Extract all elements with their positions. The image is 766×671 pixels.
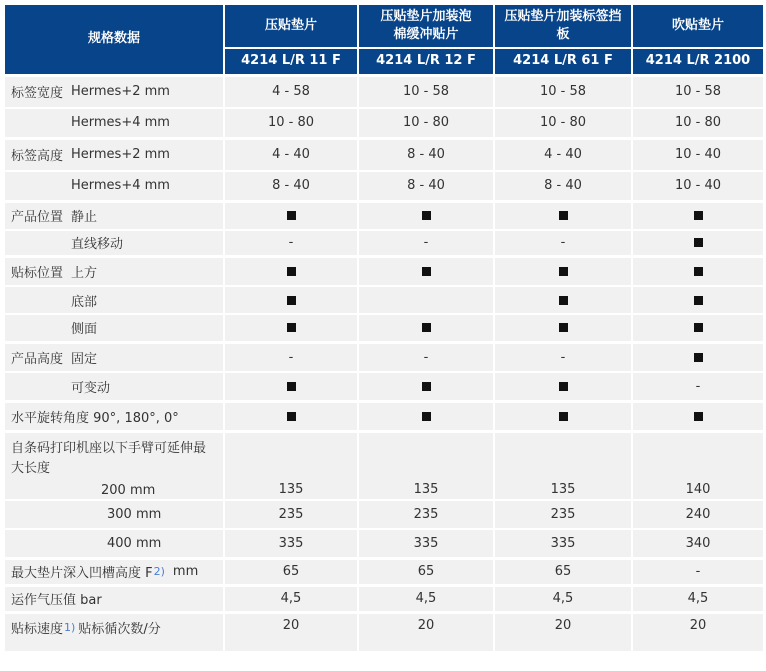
filled-square-icon xyxy=(694,211,703,220)
column-model-4: 4214 L/R 2100 xyxy=(632,48,764,75)
filled-square-icon xyxy=(694,296,703,305)
cell-value xyxy=(494,256,632,286)
cell-value: 4 - 40 xyxy=(224,138,358,171)
row-sub-label: 400 mm xyxy=(107,535,162,551)
row-sub-label: 底部 xyxy=(71,294,98,310)
filled-square-icon xyxy=(694,323,703,332)
cell-value: 8 - 40 xyxy=(224,171,358,201)
cell-value: - xyxy=(358,230,494,256)
cell-value: 135 xyxy=(224,431,358,500)
filled-square-icon xyxy=(559,296,568,305)
cell-value xyxy=(494,286,632,314)
cell-value: 135 xyxy=(494,431,632,500)
row-title: 标签高度 xyxy=(11,149,64,165)
cell-value: 240 xyxy=(632,500,764,529)
cell-value xyxy=(632,256,764,286)
cell-value: - xyxy=(358,342,494,372)
cell-value: 10 - 58 xyxy=(358,75,494,108)
table-row xyxy=(4,256,764,286)
cell-value xyxy=(494,314,632,342)
cell-value: 20 xyxy=(494,612,632,652)
table-row xyxy=(4,108,764,138)
table-row xyxy=(4,500,764,529)
row-title-ghost: 标签宽度 xyxy=(11,117,64,133)
row-title: 产品高度 xyxy=(11,351,64,367)
row-sub-label: 直线移动 xyxy=(71,237,124,253)
cell-value: 10 - 58 xyxy=(632,75,764,108)
row-title: 产品位置 xyxy=(11,210,64,226)
spec-table xyxy=(3,3,765,653)
cell-value xyxy=(494,401,632,431)
footnote-ref: 2) xyxy=(153,565,165,578)
cell-value: - xyxy=(224,342,358,372)
row-sub-label: Hermes+2 mm xyxy=(71,84,170,100)
table-row xyxy=(4,529,764,558)
filled-square-icon xyxy=(287,267,296,276)
cell-value xyxy=(494,372,632,401)
table-row xyxy=(4,372,764,401)
row-sub-label: 固定 xyxy=(71,351,98,367)
filled-square-icon xyxy=(422,323,431,332)
cell-value xyxy=(358,201,494,230)
filled-square-icon xyxy=(559,211,568,220)
table-row xyxy=(4,201,764,230)
row-sub-label: Hermes+4 mm xyxy=(71,178,170,194)
cell-value xyxy=(358,256,494,286)
row-title: 水平旋转角度 90°, 180°, 0° xyxy=(11,410,179,426)
header-row xyxy=(4,4,764,48)
cell-value: 4 - 58 xyxy=(224,75,358,108)
cell-value: 235 xyxy=(224,500,358,529)
cell-value xyxy=(632,314,764,342)
cell-value: - xyxy=(494,342,632,372)
cell-value xyxy=(224,401,358,431)
cell-value: 10 - 40 xyxy=(632,138,764,171)
row-sub-label: 300 mm xyxy=(107,507,162,522)
cell-value xyxy=(224,286,358,314)
cell-value xyxy=(632,201,764,230)
cell-value: 10 - 58 xyxy=(494,75,632,108)
row-sub-label: Hermes+4 mm xyxy=(71,115,170,131)
footnote-ref: 1) xyxy=(64,620,76,634)
column-name-3: 压贴垫片加装标签挡板 xyxy=(494,4,632,48)
cell-value: 335 xyxy=(358,529,494,558)
cell-value: 335 xyxy=(494,529,632,558)
cell-value: 235 xyxy=(358,500,494,529)
table-row xyxy=(4,75,764,108)
cell-value xyxy=(358,372,494,401)
table-row xyxy=(4,612,764,652)
cell-value: 10 - 40 xyxy=(632,171,764,201)
table-row xyxy=(4,138,764,171)
cell-value: 335 xyxy=(224,529,358,558)
cell-value: 10 - 80 xyxy=(358,108,494,138)
row-sub-label: 侧面 xyxy=(71,322,98,338)
table-row xyxy=(4,286,764,314)
filled-square-icon xyxy=(287,211,296,220)
row-sub-label: 可变动 xyxy=(71,380,111,396)
row-title-ghost: 产品高度 xyxy=(11,380,64,396)
filled-square-icon xyxy=(287,412,296,421)
cell-value xyxy=(358,314,494,342)
row-sub-label: 静止 xyxy=(71,210,98,226)
row-title: 最大垫片深入凹槽高度 F xyxy=(11,566,153,581)
filled-square-icon xyxy=(287,323,296,332)
cell-value: 340 xyxy=(632,529,764,558)
cell-value: - xyxy=(632,372,764,401)
filled-square-icon xyxy=(694,238,703,247)
filled-square-icon xyxy=(559,382,568,391)
cell-value: 4 - 40 xyxy=(494,138,632,171)
filled-square-icon xyxy=(559,267,568,276)
cell-value xyxy=(224,314,358,342)
table-row xyxy=(4,342,764,372)
cell-value: 65 xyxy=(358,558,494,585)
cell-value: 65 xyxy=(494,558,632,585)
filled-square-icon xyxy=(287,382,296,391)
cell-value: 8 - 40 xyxy=(494,171,632,201)
row-title: 运作气压值 bar xyxy=(11,593,102,608)
table-row xyxy=(4,558,764,585)
corner-header: 规格数据 xyxy=(4,4,224,75)
filled-square-icon xyxy=(559,323,568,332)
cell-value xyxy=(632,286,764,314)
cell-value: 10 - 80 xyxy=(494,108,632,138)
cell-value xyxy=(494,201,632,230)
column-model-3: 4214 L/R 61 F xyxy=(494,48,632,75)
cell-value: 235 xyxy=(494,500,632,529)
row-sub-label: Hermes+2 mm xyxy=(71,147,170,163)
cell-value: 4,5 xyxy=(224,585,358,612)
row-unit: mm xyxy=(172,564,199,579)
filled-square-icon xyxy=(694,412,703,421)
column-model-1: 4214 L/R 11 F xyxy=(224,48,358,75)
filled-square-icon xyxy=(287,296,296,305)
cell-value: 10 - 80 xyxy=(632,108,764,138)
cell-value: 4,5 xyxy=(632,585,764,612)
table-row xyxy=(4,171,764,201)
row-title: 标签宽度 xyxy=(11,86,64,102)
row-title-ghost: 贴标位置 xyxy=(11,322,64,338)
cell-value: 8 - 40 xyxy=(358,138,494,171)
table-row xyxy=(4,585,764,612)
cell-value xyxy=(632,230,764,256)
filled-square-icon xyxy=(559,412,568,421)
cell-value: - xyxy=(494,230,632,256)
row-title: 贴标速度 xyxy=(11,621,64,637)
cell-value xyxy=(224,201,358,230)
filled-square-icon xyxy=(422,382,431,391)
cell-value: 8 - 40 xyxy=(358,171,494,201)
column-name-2: 压贴垫片加装泡棉缓冲贴片 xyxy=(358,4,494,48)
row-sub-label: 200 mm xyxy=(101,482,156,498)
cell-value: 4,5 xyxy=(494,585,632,612)
column-model-2: 4214 L/R 12 F xyxy=(358,48,494,75)
cell-value: 135 xyxy=(358,431,494,500)
row-sub-label: 上方 xyxy=(71,265,98,281)
table-row xyxy=(4,230,764,256)
filled-square-icon xyxy=(422,267,431,276)
cell-value: - xyxy=(224,230,358,256)
table-row xyxy=(4,431,764,500)
row-title-ghost: 产品位置 xyxy=(11,237,64,253)
cell-value xyxy=(632,401,764,431)
cell-value xyxy=(358,401,494,431)
row-title: 自条码打印机座以下手臂可延伸最大长度 xyxy=(11,440,207,476)
row-title-ghost: 标签高度 xyxy=(11,180,64,196)
cell-value xyxy=(632,342,764,372)
filled-square-icon xyxy=(422,412,431,421)
cell-value: 20 xyxy=(632,612,764,652)
cell-value: 4,5 xyxy=(358,585,494,612)
cell-value xyxy=(224,372,358,401)
row-unit: 贴标循次数/分 xyxy=(78,621,161,637)
filled-square-icon xyxy=(694,267,703,276)
row-title-ghost: 贴标位置 xyxy=(11,294,64,310)
row-title: 贴标位置 xyxy=(11,265,64,281)
cell-value: 140 xyxy=(632,431,764,500)
cell-value: 10 - 80 xyxy=(224,108,358,138)
cell-value: 20 xyxy=(224,612,358,652)
table-row xyxy=(4,401,764,431)
column-name-4: 吹贴垫片 xyxy=(632,4,764,48)
cell-value: - xyxy=(632,558,764,585)
column-name-1: 压贴垫片 xyxy=(224,4,358,48)
cell-value xyxy=(224,256,358,286)
filled-square-icon xyxy=(694,353,703,362)
cell-value xyxy=(358,286,494,314)
table-row xyxy=(4,314,764,342)
cell-value: 65 xyxy=(224,558,358,585)
filled-square-icon xyxy=(422,211,431,220)
cell-value: 20 xyxy=(358,612,494,652)
